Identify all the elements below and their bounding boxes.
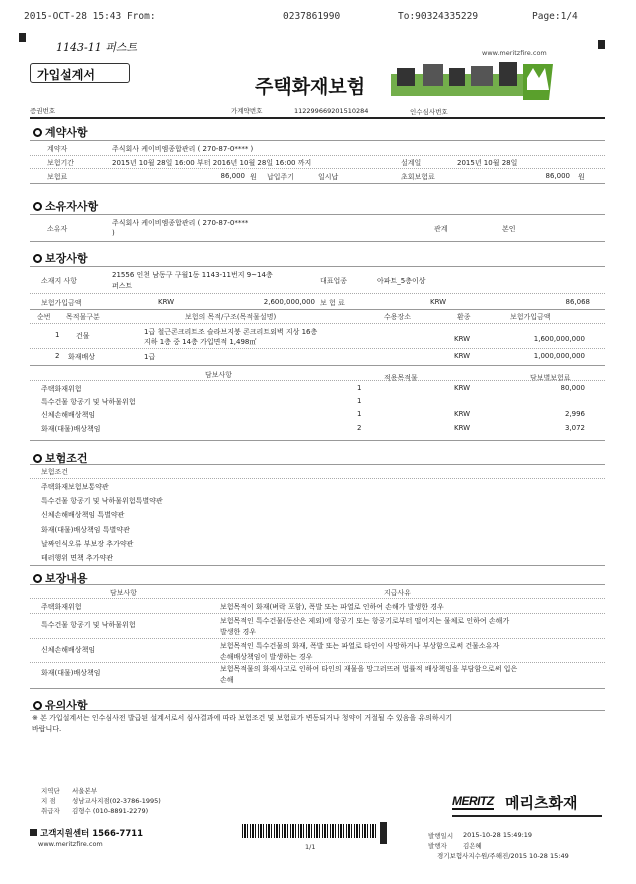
row-no: 1 — [55, 331, 60, 339]
policyholder-label: 계약자 — [47, 145, 68, 153]
cover-name: 화재(대물)배상책임 — [41, 425, 101, 433]
divider — [30, 348, 605, 349]
period-label: 보험기간 — [47, 159, 75, 167]
cover-name: 신체손해배상책임 — [41, 411, 96, 419]
detail-reason: 보험목적이 화재(벼락 포함), 폭발 또는 파열로 인하여 손해가 발생한 경우 — [220, 603, 444, 611]
issuer-label: 발행자 — [428, 842, 447, 850]
cover-currency: KRW — [454, 410, 471, 418]
agent-value: 김형수 (010-8891-2279) — [72, 807, 149, 815]
detail-reason: 보험목적물의 화재사고로 인하여 타인의 재물을 망그러뜨려 법률적 배상책임을 부담함으로써 입은 — [220, 665, 518, 673]
corner-mark — [380, 822, 387, 844]
cover-amount: 2,996 — [564, 410, 585, 418]
divider — [30, 662, 605, 663]
row-currency: KRW — [454, 352, 471, 360]
fax-from-number: 0237861990 — [283, 11, 341, 22]
details-col-reason: 지급사유 — [384, 589, 412, 597]
divider — [30, 323, 605, 324]
divider — [30, 464, 605, 465]
col-header-desc: 보험의 목적/구조(목적물설명) — [185, 313, 277, 321]
stamp-text: 경기보험사지수원/주해진/2015 10-28 15:49 — [437, 852, 569, 860]
cov-header-premium: 담보별보험료 — [530, 374, 571, 382]
col-header-type: 목적물구분 — [66, 313, 100, 321]
divider — [30, 241, 605, 242]
divider — [30, 140, 605, 141]
footer-page: 1/1 — [305, 843, 316, 851]
insured-currency: KRW — [158, 298, 175, 306]
coverage-premium-currency: KRW — [430, 298, 447, 306]
first-premium-label: 초회보험료 — [401, 173, 435, 181]
divider — [30, 584, 605, 585]
divider — [30, 293, 605, 294]
branch-value: 성남교사지점(02-3786-1995) — [72, 797, 161, 805]
divider — [30, 155, 605, 156]
cover-name: 특수건물 항공기 및 낙하물위험 — [41, 398, 136, 406]
won-unit: 원 — [250, 173, 257, 181]
consent-label: 인수심사번호 — [410, 108, 448, 116]
design-no: 112299669201510284 — [294, 107, 369, 115]
address-line1: 21556 인천 남동구 구월1동 1143-11번지 9~14층 — [112, 271, 273, 279]
row-currency: KRW — [454, 335, 471, 343]
cover-currency: KRW — [454, 424, 471, 432]
corner-mark — [598, 40, 605, 49]
cover-amount: 80,000 — [560, 384, 585, 392]
region-label: 지역단 — [41, 787, 60, 795]
detail-reason-cont: 발생한 경우 — [220, 628, 257, 636]
list-item: 테러행위 면책 추가약관 — [41, 554, 114, 562]
owner-value-cont: ) — [112, 229, 115, 237]
agent-label: 취급자 — [41, 807, 60, 815]
barcode — [242, 824, 377, 838]
pay-method-label: 납입주기 — [267, 173, 295, 181]
owner-label: 소유자 — [47, 225, 68, 233]
company-logo — [383, 60, 555, 102]
divider — [30, 168, 605, 169]
policyholder-value: 주식회사 케이비엠종합관리 ( 270-87-0**** ) — [112, 145, 254, 153]
region-value: 서울본부 — [72, 787, 98, 795]
premium-value: 86,000 — [220, 172, 245, 180]
insured-amount: 2,600,000,000 — [263, 298, 315, 306]
cover-obj: 1 — [357, 397, 362, 405]
page-title: 주택화재보험 — [255, 77, 366, 98]
section-notice-title: 유의사항 — [33, 697, 88, 713]
section-terms-title: 보험조건 — [33, 450, 88, 466]
pay-method-value: 일시납 — [318, 173, 339, 181]
detail-name: 주택화재위험 — [41, 603, 82, 611]
cover-obj: 2 — [357, 424, 362, 432]
cov-header-name: 담보사항 — [205, 371, 233, 379]
fax-page: Page:1/4 — [532, 11, 578, 22]
design-date-label: 설계일 — [401, 159, 422, 167]
issue-date-value: 2015-10-28 15:49:19 — [463, 831, 533, 839]
detail-reason-cont: 손해배상책임이 발생하는 경우 — [220, 653, 313, 661]
callcenter-number: 고객지원센터 1566-7711 — [40, 829, 144, 839]
issuer-value: 김은혜 — [463, 842, 482, 850]
row-type: 건물 — [76, 332, 90, 340]
divider — [30, 309, 605, 310]
col-header-no: 순번 — [37, 313, 51, 321]
first-premium-value: 86,000 — [545, 172, 570, 180]
list-item: 신체손해배상책임 특별약관 — [41, 511, 125, 519]
divider — [30, 478, 605, 479]
detail-reason-cont: 손해 — [220, 676, 234, 684]
owner-value: 주식회사 케이비엠종합관리 ( 270-87-0**** — [112, 219, 249, 227]
list-item: 특수건물 항공기 및 낙하물위험특별약관 — [41, 497, 163, 505]
divider — [30, 214, 605, 215]
cover-obj: 1 — [357, 410, 362, 418]
divider — [30, 565, 605, 566]
col-header-place: 수용장소 — [384, 313, 412, 321]
fax-to-number: To:90324335229 — [398, 11, 479, 22]
row-desc: 1급 — [144, 353, 156, 361]
insured-amount-label: 보험가입금액 — [41, 299, 82, 307]
row-amount: 1,600,000,000 — [533, 335, 585, 343]
col-header-currency: 환종 — [457, 313, 471, 321]
premium-label: 보험료 — [47, 173, 68, 181]
section-owner-title: 소유자사항 — [33, 198, 98, 214]
divider — [30, 440, 605, 441]
issue-date-label: 발행일시 — [428, 832, 454, 840]
usage-value: 아파트_5층이상 — [377, 277, 426, 285]
row-type: 화재배상 — [68, 353, 96, 361]
section-contract-title: 계약사항 — [33, 124, 88, 140]
divider — [30, 688, 605, 689]
design-no-label: 가계약번호 — [231, 107, 263, 115]
detail-reason: 보험목적인 특수건물의 화재, 폭발 또는 파열로 타인이 사망하거나 부상함으로써 건물소유자 — [220, 642, 500, 650]
design-date-value: 2015년 10월 28일 — [457, 159, 518, 167]
company-url: www.meritzfire.com — [482, 49, 547, 57]
notice-text: ※ 본 가입설계서는 인수심사전 발급된 설계서로서 심사결과에 따라 보험조건 및 보험료가 변동되거나 청약이 거절될 수 있음을 유의하시기 — [32, 714, 453, 722]
row-amount: 1,000,000,000 — [533, 352, 585, 360]
policy-no-label: 증권번호 — [30, 107, 56, 115]
cov-header-obj: 적용목적물 — [384, 374, 418, 382]
row-no: 2 — [55, 352, 60, 360]
divider — [30, 613, 605, 614]
notice-text-cont: 바랍니다. — [32, 725, 62, 733]
divider — [30, 710, 605, 711]
relation-label: 관계 — [434, 225, 448, 233]
cover-name: 주택화재위험 — [41, 385, 82, 393]
col-header-amount: 보험가입금액 — [510, 313, 551, 321]
coverage-premium-label: 보 험 료 — [320, 299, 345, 307]
fax-datetime: 2015-OCT-28 15:43 From: — [24, 11, 156, 22]
divider — [30, 598, 605, 599]
brand-korean-logo: 메리츠화재 — [505, 795, 578, 812]
detail-name: 특수건물 항공기 및 낙하물위험 — [41, 621, 136, 629]
details-col-name: 담보사항 — [110, 589, 138, 597]
cover-obj: 1 — [357, 384, 362, 392]
detail-reason: 보험목적인 특수건물(동산은 제외)에 항공기 또는 항공기로부터 떨어지는 물체로 인하여 손해가 — [220, 617, 510, 625]
period-value: 2015년 10월 28일 16:00 부터 2016년 10월 28일 16:00 까지 — [112, 159, 312, 167]
row-desc-cont: 지하 1층 중 14층 가입면적 1,498㎡ — [144, 338, 257, 346]
cover-amount: 3,072 — [564, 424, 585, 432]
row-desc: 1급 철근콘크리트조 슬라브지붕 콘크리트외벽 지상 16층 — [144, 328, 318, 336]
corner-mark — [19, 33, 26, 42]
brand-latin-logo: MERITZ — [452, 794, 494, 808]
detail-name: 신체손해배상책임 — [41, 646, 96, 654]
list-item: 주택화재보험보통약관 — [41, 483, 109, 491]
divider — [30, 638, 605, 639]
branch-label: 지 점 — [41, 797, 56, 805]
handwritten-note: 1143-11 퍼스트 — [56, 41, 138, 54]
divider — [452, 815, 602, 817]
callcenter-bullet — [30, 829, 37, 836]
divider — [30, 365, 605, 366]
section-coverage-title: 보장사항 — [33, 250, 88, 266]
list-item: 날짜인식오류 부보장 추가약관 — [41, 540, 134, 548]
section-details-title: 보장내용 — [33, 570, 88, 586]
divider — [30, 117, 605, 119]
list-item: 화재(대물)배상책임 특별약관 — [41, 526, 130, 534]
location-label: 소재지 사항 — [41, 277, 78, 285]
usage-label: 대표업종 — [320, 277, 348, 285]
divider — [30, 380, 605, 381]
detail-name: 화재(대물)배상책임 — [41, 669, 101, 677]
won-unit: 원 — [578, 173, 585, 181]
address-line2: 퍼스트 — [112, 282, 133, 290]
divider — [30, 266, 605, 267]
divider — [30, 183, 605, 184]
coverage-premium-value: 86,068 — [565, 298, 590, 306]
footer-site: www.meritzfire.com — [38, 840, 103, 848]
relation-value: 본인 — [502, 225, 516, 233]
cover-currency: KRW — [454, 384, 471, 392]
terms-header: 보험조건 — [41, 468, 69, 476]
doc-type-box: 가입설계서 — [30, 63, 130, 83]
